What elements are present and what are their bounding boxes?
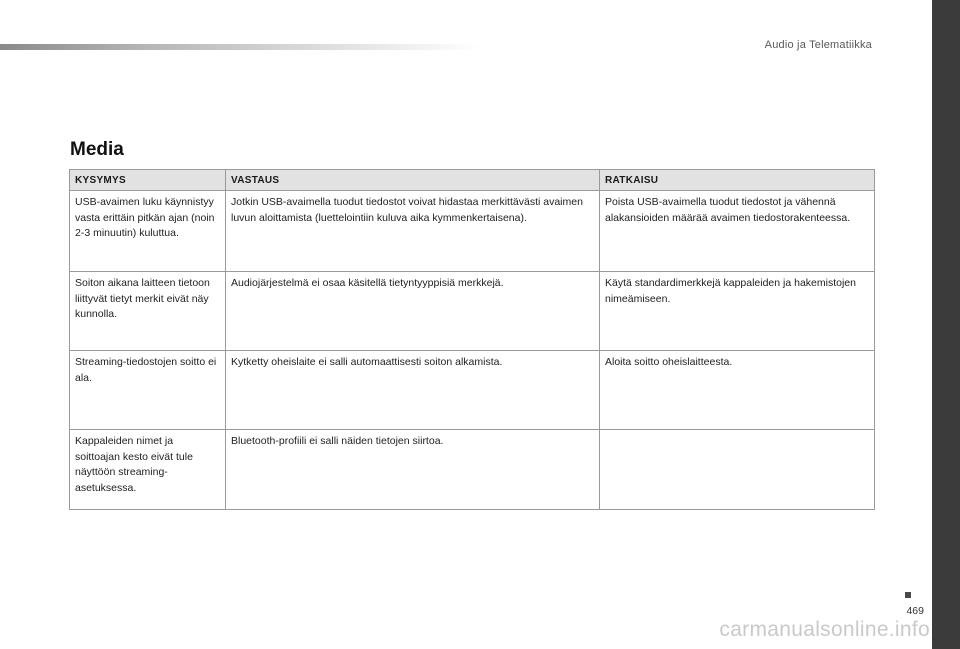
faq-table (69, 169, 875, 510)
header-rule (0, 44, 480, 50)
solution-cell (600, 430, 875, 510)
table-row (70, 430, 875, 510)
table-row (70, 272, 875, 351)
page-marker-icon (905, 592, 911, 598)
solution-cell: Käytä standardimerkkejä kappaleiden ja hakemistojen nimeämiseen. (600, 272, 875, 351)
answer-cell: Jotkin USB-avaimella tuodut tiedostot voivat hidastaa merkittävästi avaimen luvun aloittamista (luettelointiin kuluva aika kymmenkertaisena). (226, 191, 600, 272)
page-number: 469 (906, 605, 924, 617)
column-header-answer: VASTAUS (226, 170, 600, 191)
watermark: carmanualsonline.info (719, 618, 930, 641)
answer-cell: Kytketty oheislaite ei salli automaattisesti soiton alkamista. (226, 351, 600, 430)
table-row (70, 191, 875, 272)
answer-cell: Bluetooth-profiili ei salli näiden tietojen siirtoa. (226, 430, 600, 510)
table-header-row (70, 170, 875, 191)
solution-cell: Poista USB-avaimella tuodut tiedostot ja vähennä alakansioiden määrää avaimen tiedostorakenteessa. (600, 191, 875, 272)
column-header-question: KYSYMYS (70, 170, 226, 191)
column-header-solution: RATKAISU (600, 170, 875, 191)
side-band (932, 0, 960, 649)
question-cell: Streaming-tiedostojen soitto ei ala. (70, 351, 226, 430)
answer-cell: Audiojärjestelmä ei osaa käsitellä tietyntyyppisiä merkkejä. (226, 272, 600, 351)
section-header: Audio ja Telematiikka (764, 39, 872, 51)
question-cell: Soiton aikana laitteen tietoon liittyvät tietyt merkit eivät näy kunnolla. (70, 272, 226, 351)
table-row (70, 351, 875, 430)
question-cell: Kappaleiden nimet ja soittoajan kesto eivät tule näyttöön streaming-asetuksessa. (70, 430, 226, 510)
solution-cell: Aloita soitto oheislaitteesta. (600, 351, 875, 430)
page-title: Media (70, 139, 124, 160)
question-cell: USB-avaimen luku käynnistyy vasta erittäin pitkän ajan (noin 2-3 minuutin) kuluttua. (70, 191, 226, 272)
